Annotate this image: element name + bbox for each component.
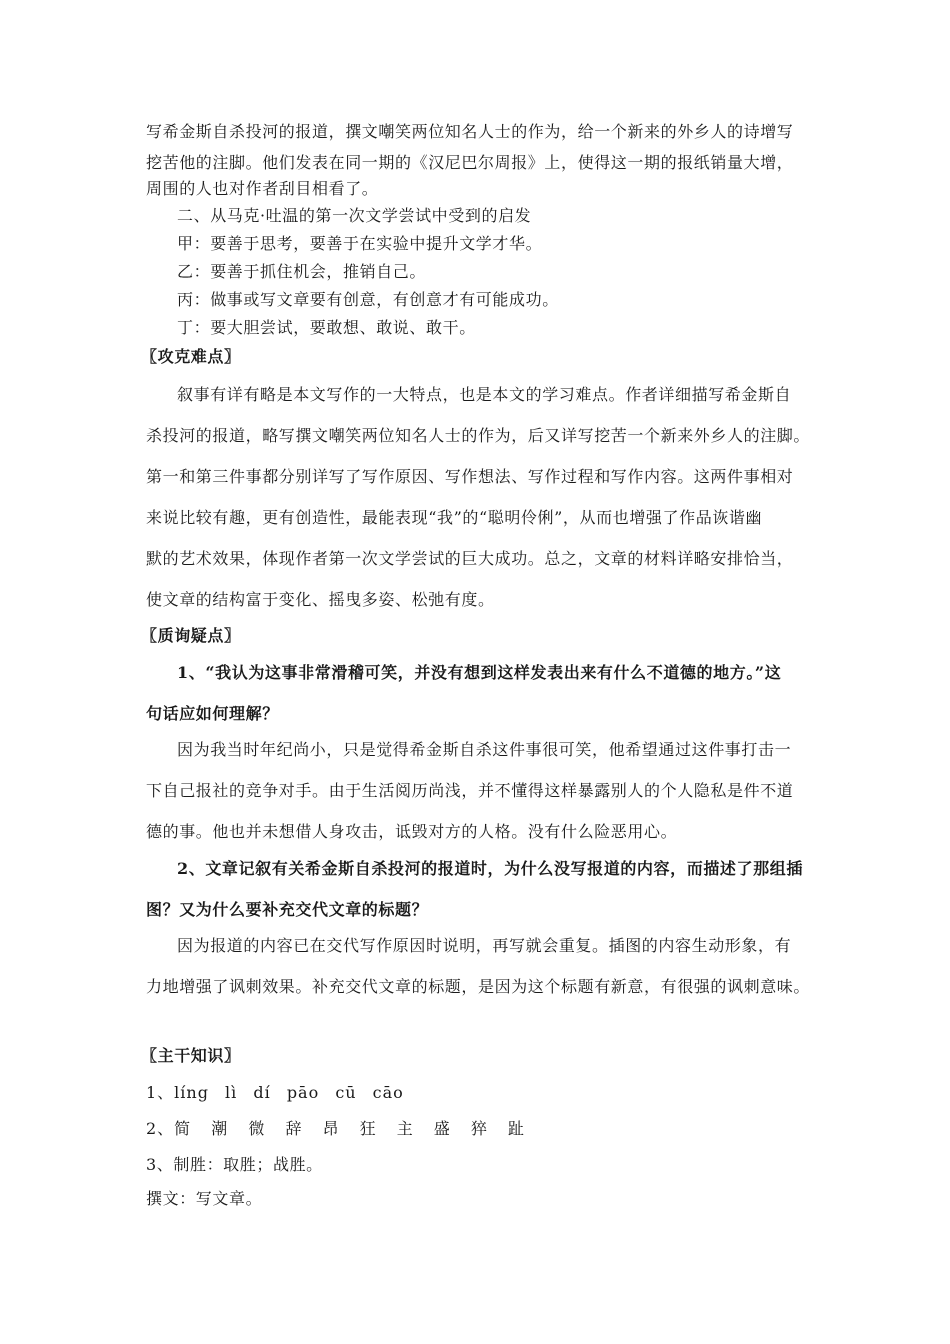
answer-1-line: 因为我当时年纪尚小，只是觉得希金斯自杀这件事很可笑，他希望通过这件事打击一 [177, 740, 792, 759]
section2-title: 二、从马克·吐温的第一次文学尝试中受到的启发 [177, 206, 532, 225]
question-2-line2: 图？又为什么要补充交代文章的标题？ [146, 900, 429, 919]
gongke-line: 来说比较有趣，更有创造性，最能表现“我”的“聪明伶俐”，从而也增强了作品诙谐幽 [146, 508, 763, 527]
gongke-line: 叙事有详有略是本文写作的一大特点，也是本文的学习难点。作者详细描写希金斯自 [177, 385, 792, 404]
para1-line1: 写希金斯自杀投河的报道，撰文嘲笑两位知名人士的作为，给一个新来的外乡人的诗增写 [146, 122, 794, 141]
section2-item-jia: 甲：要善于思考，要善于在实验中提升文学才华。 [177, 234, 543, 253]
gongke-line: 杀投河的报道，略写撰文嘲笑两位知名人士的作为，后又详写挖苦一个新来外乡人的注脚。 [146, 426, 811, 445]
character-answers: 2、简 潮 微 辞 昂 狂 主 盛 猝 趾 [146, 1119, 525, 1138]
gongke-line: 使文章的结构富于变化、摇曳多姿、松弛有度。 [146, 590, 495, 609]
pinyin-answers: 1、líng lì dí pāo cū cāo [146, 1083, 404, 1102]
gongke-line: 默的艺术效果，体现作者第一次文学尝试的巨大成功。总之，文章的材料详略安排恰当， [146, 549, 794, 568]
answer-2-line: 力地增强了讽刺效果。补充交代文章的标题，是因为这个标题有新意，有很强的讽刺意味。 [146, 977, 811, 996]
question-1-line2: 句话应如何理解？ [146, 704, 279, 723]
section2-item-bing: 丙：做事或写文章要有创意，有创意才有可能成功。 [177, 290, 559, 309]
word-meaning-zhuanwen: 撰文：写文章。 [146, 1189, 263, 1208]
question-2-line1: 2、文章记叙有关希金斯自杀投河的报道时，为什么没写报道的内容，而描述了那组插 [177, 859, 803, 878]
answer-2-line: 因为报道的内容已在交代写作原因时说明，再写就会重复。插图的内容生动形象，有 [177, 936, 792, 955]
zhugan-heading: 〖主干知识〗 [141, 1046, 241, 1065]
word-meaning-zhisheng: 3、制胜：取胜；战胜。 [146, 1155, 323, 1174]
gongke-line: 第一和第三件事都分别详写了写作原因、写作想法、写作过程和写作内容。这两件事相对 [146, 467, 794, 486]
section2-item-ding: 丁：要大胆尝试，要敢想、敢说、敢干。 [177, 318, 476, 337]
answer-1-line: 德的事。他也并未想借人身攻击，诋毁对方的人格。没有什么险恶用心。 [146, 822, 678, 841]
gongke-heading: 〖攻克难点〗 [141, 347, 241, 366]
question-1-line1: 1、“我认为这事非常滑稽可笑，并没有想到这样发表出来有什么不道德的地方。”这 [177, 663, 782, 682]
section2-item-yi: 乙：要善于抓住机会，推销自己。 [177, 262, 427, 281]
para1-line3: 周围的人也对作者刮目相看了。 [146, 179, 379, 198]
answer-1-line: 下自己报社的竞争对手。由于生活阅历尚浅，并不懂得这样暴露别人的个人隐私是件不道 [146, 781, 794, 800]
para1-line2: 挖苦他的注脚。他们发表在同一期的《汉尼巴尔周报》上，使得这一期的报纸销量大增， [146, 153, 794, 172]
zhixun-heading: 〖质询疑点〗 [141, 626, 241, 645]
